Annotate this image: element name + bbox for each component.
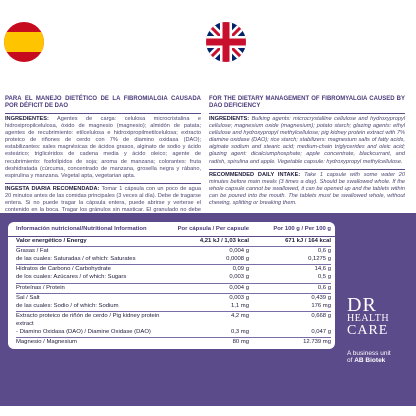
table-row <box>8 274 335 282</box>
row-per-100g: 0,047 g <box>311 328 331 335</box>
row-divider <box>16 293 331 294</box>
intake-label: RECOMMENDED DAILY INTAKE: <box>209 171 301 178</box>
divider <box>209 169 405 170</box>
row-name: Valor energético / Energy <box>16 237 87 244</box>
ingredients-label: INGREDIENTES: <box>5 116 49 122</box>
row-per-100g: 0,439 g <box>311 295 331 302</box>
row-per-100g: 176 mg <box>311 302 331 309</box>
row-divider <box>16 264 331 265</box>
row-per-100g: 0,5 g <box>317 273 331 280</box>
spanish-column <box>5 96 201 224</box>
logo-dr: DR <box>347 294 377 316</box>
row-per-capsule: 4,21 kJ / 1,03 kcal <box>199 237 249 244</box>
row-per-capsule: 0,003 g <box>229 273 249 280</box>
table-row <box>8 313 335 328</box>
divider <box>5 183 201 184</box>
row-per-capsule: 0,004 g <box>229 248 249 255</box>
row-per-100g: 0,668 g <box>311 313 331 320</box>
row-name: Proteínas / Protein <box>16 284 65 291</box>
row-divider <box>16 246 331 247</box>
table-row <box>8 303 335 311</box>
table-row <box>8 256 335 264</box>
table-row <box>8 238 335 246</box>
row-per-capsule: 0,09 g <box>232 266 249 273</box>
table-row <box>8 248 335 256</box>
ingredients-text: Agentes de carga: celulosa microcristalina e hidroxipropilcelulosa, óxido de magnesio (magnesio); almidón de patata; agentes de recubrimiento: etilcelulosa e hidroxipropilmetilcelulosa; extracto proteico de riñones de cerdo con 7% de diamino oxidasa (DAO); estabilizantes: sales magnésicas de ácidos grasos, alginato de sodio y ácido esteárico; triglicéridos de cadena media y ácido oleico; agente de recubrimiento: fosfolípidos de soja; aroma de manzana; colorantes: fruta deshidratada (cúrcuma, concentrado de manzana, grosella negra y rábano, espirulina y manzana. Vegetal apta, vegetarian apta. <box>5 116 202 179</box>
row-name: - Diamino Oxidasa (DAO) / Diamine Oxidase (DAO) <box>16 328 151 335</box>
english-column <box>209 96 405 210</box>
row-name: de las cuales: Sodio / of which: Sodium <box>16 302 119 309</box>
row-per-capsule: 1,1 mg <box>230 302 249 309</box>
row-name: Hidratos de Carbono / Carbohydrate <box>16 266 111 273</box>
row-per-100g: 0,1275 g <box>308 255 331 262</box>
row-per-capsule: 0,003 g <box>229 295 249 302</box>
row-name: de los cuales: Azúcares / of which: Sugars <box>16 273 127 280</box>
english-heading: FOR THE DIETARY MANAGEMENT OF FIBROMYALGIA CAUSED BY DAO DEFICIENCY <box>209 96 405 109</box>
uk-flag-icon <box>206 22 246 62</box>
row-divider <box>16 337 331 338</box>
row-per-100g: 671 kJ / 164 kcal <box>285 237 331 244</box>
table-row <box>8 329 335 337</box>
row-divider <box>16 311 331 312</box>
business-unit-text: A business unit <box>347 350 391 357</box>
row-per-capsule: 0,0008 g <box>226 255 249 262</box>
row-name: Extracto proteico de riñón de cerdo / Pig kidney protein extract <box>16 313 160 327</box>
ingredients-label: INGREDIENTS: <box>209 116 250 122</box>
table-row <box>8 285 335 293</box>
row-per-capsule: 0,3 mg <box>230 328 249 335</box>
dr-healthcare-logo <box>347 296 411 364</box>
row-name: Sal / Salt <box>16 295 40 302</box>
table-header <box>8 226 335 237</box>
row-per-100g: 0,6 g <box>317 248 331 255</box>
table-row <box>8 295 335 303</box>
header-per-capsule: Por cápsula / Per capsule <box>177 226 249 232</box>
ingredients-text: Bulking agents: microcrystalline cellulose and hydroxypropyl cellulose; magnesium oxide (magnesium); potato starch; glazing agents: ethyl cellulose and hydroxypropyl methylcellulose; pig kidney protein extract with 7% diamine oxidase (DAO); rice starch; stabilizers: magnesium salts of fatty acids, alginate sodium and stearic acid; medium-chain triglycerides and oleic acid; glazing agent: dicalciumphosphate; apple concentrate, blackcurrant, and radish, spirulina and apple. Vegetable capsule: hydroxypropyl methylcellulose. <box>209 116 405 165</box>
business-unit-company <box>347 357 411 364</box>
logo-health: HEALTH <box>347 313 390 324</box>
intake-text: Tomar 1 cápsula con un poco de agua 20 minutos antes de las comidas principales (3 veces al día). Debe de tragarse entera. Si no puede tragar la cápsula entera, puede abrirse y verterse el contenido en la boca. Tragar los gránulos sin masticar. El granulado no debe <box>5 185 201 214</box>
company-name: AB Biotek <box>354 357 386 364</box>
unit-of: of <box>347 357 353 364</box>
intake-label: INGESTA DIARIA RECOMENDADA: <box>5 185 100 192</box>
intake-text: Take 1 capsule with some water 20 minutes before main meals (3 times a day). Should be swallowed whole. If the whole capsule cannot be swallowed, it can be opened up and the tablets within can be poured into the mouth. The tablets must be swallowed whole, without chewing, splitting or breaking them. <box>209 171 405 207</box>
row-per-capsule: 80 mg <box>232 339 249 346</box>
divider <box>5 113 201 114</box>
logo-care: CARE <box>347 323 389 338</box>
table-row <box>8 266 335 274</box>
row-name: Grasas / Fat <box>16 248 49 255</box>
header-per-100g: Por 100 g / Per 100 g <box>273 226 331 232</box>
spain-flag-icon <box>4 22 44 62</box>
row-per-capsule: 4,2 mg <box>230 313 249 320</box>
table-body <box>8 238 335 347</box>
row-divider <box>16 283 331 284</box>
header-name: Información nutricional/Nutritional Information <box>16 226 147 232</box>
spanish-heading: PARA EL MANEJO DIETÉTICO DE LA FIBROMIALGIA CAUSADA POR DÉFICIT DE DAO <box>5 96 201 109</box>
nutrition-table <box>8 222 335 349</box>
row-per-capsule: 0,004 g <box>229 284 249 291</box>
row-per-100g: 14,6 g <box>314 266 331 273</box>
table-row <box>8 339 335 347</box>
row-per-100g: 12.739 mg <box>303 339 331 346</box>
row-name: Magnesio / Magnesium <box>16 339 77 346</box>
divider <box>209 113 405 114</box>
row-name: de las cuales: Saturadas / of which: Saturates <box>16 255 136 262</box>
row-per-100g: 0,6 g <box>317 284 331 291</box>
